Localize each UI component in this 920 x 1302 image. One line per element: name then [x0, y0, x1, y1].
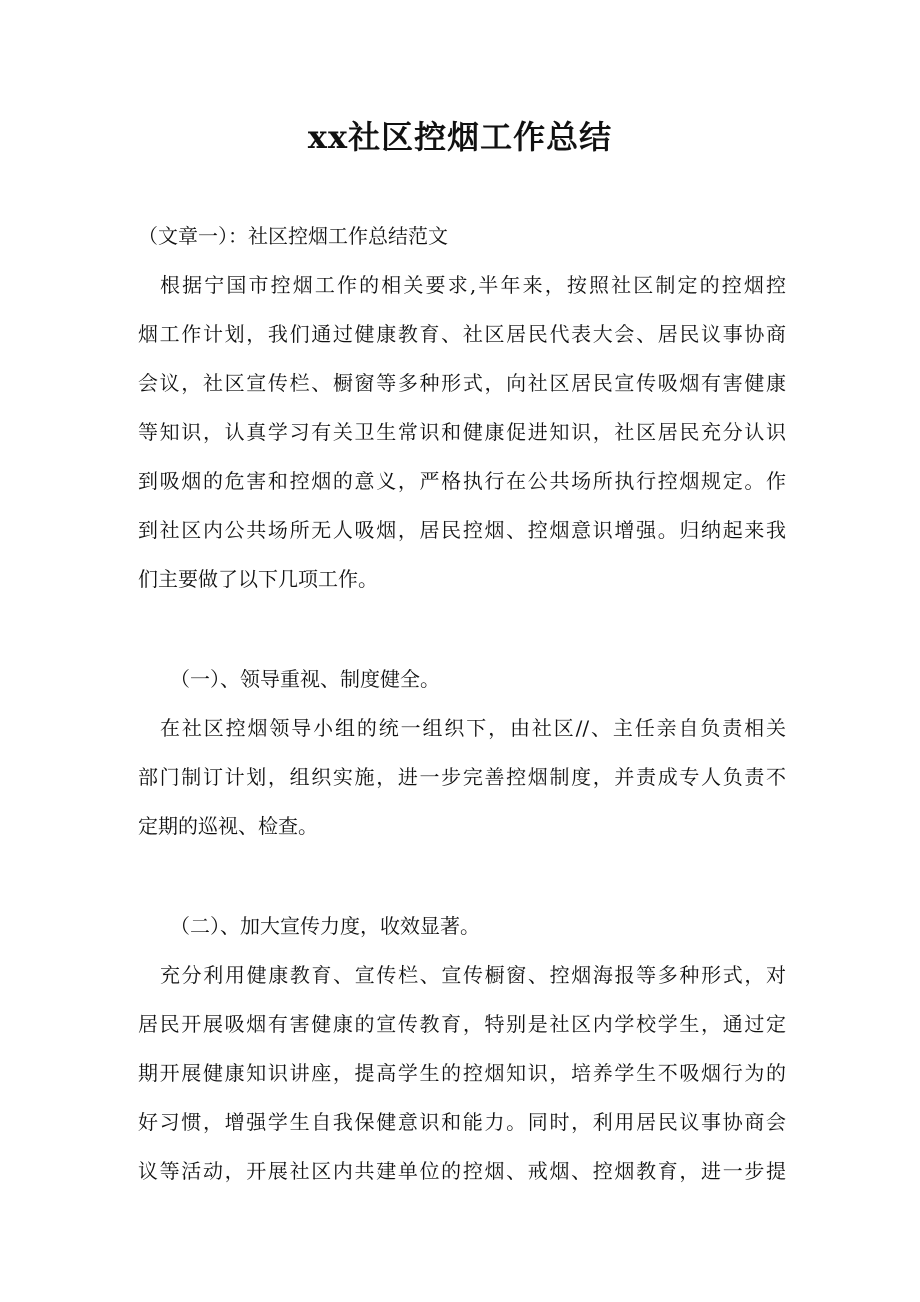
section-line: 在社区控烟领导小组的统一组织下，由社区//、主任亲自负责相关 — [160, 716, 786, 740]
section-line: 定期的巡视、检查。 — [138, 814, 318, 838]
document-title: xx社区控烟工作总结 — [307, 118, 613, 156]
intro-line: 会议，社区宣传栏、橱窗等多种形式，向社区居民宣传吸烟有害健康 — [138, 371, 786, 395]
section-line: 好习惯，增强学生自我保健意识和能力。同时，利用居民议事协商会 — [138, 1110, 786, 1134]
intro-line: 烟工作计划，我们通过健康教育、社区居民代表大会、居民议事协商 — [138, 322, 786, 346]
section-heading: （二）、加大宣传力度，收效显著。 — [170, 914, 480, 938]
document-body — [138, 212, 786, 1196]
intro-line: 到社区内公共场所无人吸烟，居民控烟、控烟意识增强。归纳起来我 — [138, 518, 786, 542]
section-heading: （一）、领导重视、制度健全。 — [170, 667, 440, 691]
section-line: 议等活动，开展社区内共建单位的控烟、戒烟、控烟教育，进一步提 — [138, 1159, 786, 1183]
intro-line: 到吸烟的危害和控烟的意义，严格执行在公共场所执行控烟规定。作 — [138, 469, 786, 493]
section-line: 居民开展吸烟有害健康的宣传教育，特别是社区内学校学生，通过定 — [138, 1012, 786, 1036]
section-line: 期开展健康知识讲座，提高学生的控烟知识，培养学生不吸烟行为的 — [138, 1061, 786, 1085]
article-subtitle: （文章一）：社区控烟工作总结范文 — [138, 224, 448, 248]
intro-line: 们主要做了以下几项工作。 — [138, 567, 378, 591]
paragraph-spacer — [138, 604, 786, 655]
section-line: 部门制订计划，组织实施，进一步完善控烟制度，并责成专人负责不 — [138, 765, 786, 789]
intro-line: 根据宁国市控烟工作的相关要求,半年来，按照社区制定的控烟控 — [160, 273, 786, 297]
paragraph-spacer — [138, 851, 786, 902]
section-line: 充分利用健康教育、宣传栏、宣传橱窗、控烟海报等多种形式，对 — [160, 963, 786, 987]
intro-line: 等知识，认真学习有关卫生常识和健康促进知识，社区居民充分认识 — [138, 420, 786, 444]
